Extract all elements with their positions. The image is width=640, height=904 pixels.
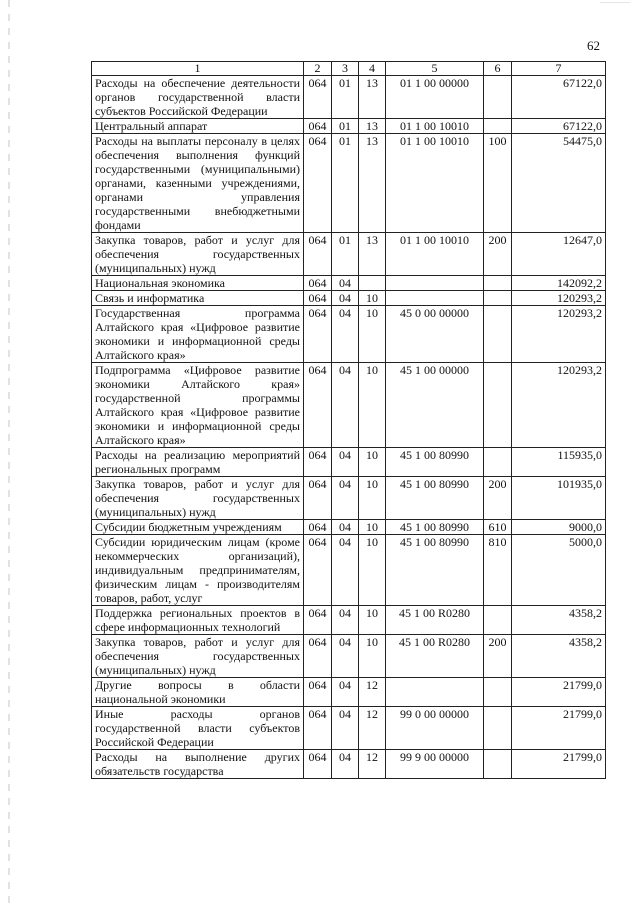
table-row xyxy=(92,119,606,134)
amount-cell: 21799,0 xyxy=(512,707,606,750)
subsection-cell: 12 xyxy=(359,678,386,707)
admin-code-cell: 064 xyxy=(304,119,332,134)
target-article-cell: 01 1 00 00000 xyxy=(386,76,484,119)
row-name-cell: Закупка товаров, работ и услуг для обеспечения государственных (муниципальных) нужд xyxy=(92,477,304,520)
column-header: 3 xyxy=(332,62,359,76)
target-article-cell: 45 1 00 80990 xyxy=(386,448,484,477)
section-cell: 04 xyxy=(332,520,359,535)
section-cell: 04 xyxy=(332,477,359,520)
row-name-cell: Государственная программа Алтайского края «Цифровое развитие экономики и информационной среды Алтайского края» xyxy=(92,306,304,363)
amount-cell: 120293,2 xyxy=(512,363,606,448)
admin-code-cell: 064 xyxy=(304,750,332,779)
amount-cell: 115935,0 xyxy=(512,448,606,477)
table-header-row xyxy=(92,62,606,76)
table-row xyxy=(92,678,606,707)
target-article-cell xyxy=(386,291,484,306)
subsection-cell: 13 xyxy=(359,76,386,119)
row-name-cell: Закупка товаров, работ и услуг для обеспечения государственных (муниципальных) нужд xyxy=(92,233,304,276)
amount-cell: 12647,0 xyxy=(512,233,606,276)
table-body xyxy=(92,76,606,779)
section-cell: 04 xyxy=(332,291,359,306)
subsection-cell: 10 xyxy=(359,291,386,306)
subsection-cell: 10 xyxy=(359,635,386,678)
expense-type-cell xyxy=(484,448,512,477)
section-cell: 04 xyxy=(332,535,359,606)
amount-cell: 21799,0 xyxy=(512,750,606,779)
expense-type-cell xyxy=(484,119,512,134)
section-cell: 04 xyxy=(332,707,359,750)
target-article-cell: 99 9 00 00000 xyxy=(386,750,484,779)
table-row xyxy=(92,233,606,276)
table-row xyxy=(92,363,606,448)
row-name-cell: Субсидии бюджетным учреждениям xyxy=(92,520,304,535)
admin-code-cell: 064 xyxy=(304,707,332,750)
target-article-cell: 45 0 00 00000 xyxy=(386,306,484,363)
amount-cell: 9000,0 xyxy=(512,520,606,535)
row-name-cell: Поддержка региональных проектов в сфере информационных технологий xyxy=(92,606,304,635)
expense-type-cell xyxy=(484,606,512,635)
section-cell: 01 xyxy=(332,119,359,134)
admin-code-cell: 064 xyxy=(304,520,332,535)
expense-type-cell: 610 xyxy=(484,520,512,535)
section-cell: 04 xyxy=(332,448,359,477)
subsection-cell: 10 xyxy=(359,306,386,363)
expense-type-cell xyxy=(484,678,512,707)
row-name-cell: Закупка товаров, работ и услуг для обеспечения государственных (муниципальных) нужд xyxy=(92,635,304,678)
page-number: 62 xyxy=(587,38,600,53)
section-cell: 04 xyxy=(332,306,359,363)
target-article-cell: 01 1 00 10010 xyxy=(386,134,484,233)
scan-top-mark xyxy=(600,2,630,3)
admin-code-cell: 064 xyxy=(304,76,332,119)
subsection-cell: 13 xyxy=(359,119,386,134)
section-cell: 04 xyxy=(332,606,359,635)
table-row xyxy=(92,535,606,606)
row-name-cell: Расходы на выплаты персоналу в целях обеспечения выполнения функций государственными (муниципальными) органами, казенными учреждениями, органами управления государственными внебюджетными фондами xyxy=(92,134,304,233)
amount-cell: 5000,0 xyxy=(512,535,606,606)
target-article-cell: 01 1 00 10010 xyxy=(386,233,484,276)
target-article-cell: 45 1 00 00000 xyxy=(386,363,484,448)
expense-type-cell xyxy=(484,750,512,779)
subsection-cell: 10 xyxy=(359,520,386,535)
subsection-cell: 12 xyxy=(359,707,386,750)
amount-cell: 4358,2 xyxy=(512,606,606,635)
column-header: 6 xyxy=(484,62,512,76)
subsection-cell: 10 xyxy=(359,606,386,635)
amount-cell: 101935,0 xyxy=(512,477,606,520)
admin-code-cell: 064 xyxy=(304,233,332,276)
section-cell: 04 xyxy=(332,678,359,707)
amount-cell: 67122,0 xyxy=(512,119,606,134)
admin-code-cell: 064 xyxy=(304,448,332,477)
admin-code-cell: 064 xyxy=(304,535,332,606)
table-row xyxy=(92,750,606,779)
amount-cell: 21799,0 xyxy=(512,678,606,707)
section-cell: 01 xyxy=(332,233,359,276)
target-article-cell xyxy=(386,678,484,707)
expense-type-cell xyxy=(484,306,512,363)
subsection-cell: 10 xyxy=(359,363,386,448)
target-article-cell: 45 1 00 80990 xyxy=(386,477,484,520)
target-article-cell: 45 1 00 80990 xyxy=(386,535,484,606)
subsection-cell xyxy=(359,276,386,291)
target-article-cell: 45 1 00 R0280 xyxy=(386,635,484,678)
expense-type-cell: 200 xyxy=(484,635,512,678)
admin-code-cell: 064 xyxy=(304,477,332,520)
table-row xyxy=(92,606,606,635)
expense-type-cell: 810 xyxy=(484,535,512,606)
admin-code-cell: 064 xyxy=(304,306,332,363)
section-cell: 01 xyxy=(332,134,359,233)
amount-cell: 54475,0 xyxy=(512,134,606,233)
section-cell: 04 xyxy=(332,363,359,448)
amount-cell: 120293,2 xyxy=(512,291,606,306)
subsection-cell: 12 xyxy=(359,750,386,779)
row-name-cell: Национальная экономика xyxy=(92,276,304,291)
expense-type-cell xyxy=(484,363,512,448)
column-header: 5 xyxy=(386,62,484,76)
amount-cell: 67122,0 xyxy=(512,76,606,119)
column-header: 1 xyxy=(92,62,304,76)
section-cell: 04 xyxy=(332,635,359,678)
admin-code-cell: 064 xyxy=(304,363,332,448)
row-name-cell: Расходы на выполнение других обязательств государства xyxy=(92,750,304,779)
amount-cell: 142092,2 xyxy=(512,276,606,291)
table-row xyxy=(92,306,606,363)
admin-code-cell: 064 xyxy=(304,134,332,233)
subsection-cell: 10 xyxy=(359,448,386,477)
target-article-cell: 45 1 00 R0280 xyxy=(386,606,484,635)
expense-type-cell xyxy=(484,707,512,750)
section-cell: 01 xyxy=(332,76,359,119)
table-row xyxy=(92,707,606,750)
row-name-cell: Расходы на реализацию мероприятий региональных программ xyxy=(92,448,304,477)
column-header: 7 xyxy=(512,62,606,76)
table-row xyxy=(92,448,606,477)
amount-cell: 4358,2 xyxy=(512,635,606,678)
admin-code-cell: 064 xyxy=(304,291,332,306)
expense-type-cell: 100 xyxy=(484,134,512,233)
budget-table xyxy=(91,61,606,779)
column-header: 4 xyxy=(359,62,386,76)
amount-cell: 120293,2 xyxy=(512,306,606,363)
row-name-cell: Другие вопросы в области национальной экономики xyxy=(92,678,304,707)
expense-type-cell: 200 xyxy=(484,477,512,520)
row-name-cell: Субсидии юридическим лицам (кроме некоммерческих организаций), индивидуальным предпринимателям, физическим лицам - производителям товаров, работ, услуг xyxy=(92,535,304,606)
row-name-cell: Расходы на обеспечение деятельности органов государственной власти субъектов Российской Федерации xyxy=(92,76,304,119)
table-row xyxy=(92,276,606,291)
target-article-cell: 01 1 00 10010 xyxy=(386,119,484,134)
subsection-cell: 10 xyxy=(359,477,386,520)
expense-type-cell xyxy=(484,291,512,306)
expense-type-cell xyxy=(484,276,512,291)
target-article-cell: 99 0 00 00000 xyxy=(386,707,484,750)
table-row xyxy=(92,635,606,678)
subsection-cell: 13 xyxy=(359,134,386,233)
admin-code-cell: 064 xyxy=(304,606,332,635)
section-cell: 04 xyxy=(332,276,359,291)
table-row xyxy=(92,291,606,306)
column-header: 2 xyxy=(304,62,332,76)
row-name-cell: Иные расходы органов государственной власти субъектов Российской Федерации xyxy=(92,707,304,750)
subsection-cell: 13 xyxy=(359,233,386,276)
table-row xyxy=(92,134,606,233)
target-article-cell xyxy=(386,276,484,291)
row-name-cell: Связь и информатика xyxy=(92,291,304,306)
admin-code-cell: 064 xyxy=(304,276,332,291)
section-cell: 04 xyxy=(332,750,359,779)
admin-code-cell: 064 xyxy=(304,678,332,707)
target-article-cell: 45 1 00 80990 xyxy=(386,520,484,535)
table-row xyxy=(92,477,606,520)
admin-code-cell: 064 xyxy=(304,635,332,678)
subsection-cell: 10 xyxy=(359,535,386,606)
row-name-cell: Центральный аппарат xyxy=(92,119,304,134)
expense-type-cell: 200 xyxy=(484,233,512,276)
table-row xyxy=(92,520,606,535)
expense-type-cell xyxy=(484,76,512,119)
row-name-cell: Подпрограмма «Цифровое развитие экономики Алтайского края» государственной программы Алтайского края «Цифровое развитие экономики и информационной среды Алтайского края» xyxy=(92,363,304,448)
table-row xyxy=(92,76,606,119)
scan-edge-marks xyxy=(8,0,10,904)
